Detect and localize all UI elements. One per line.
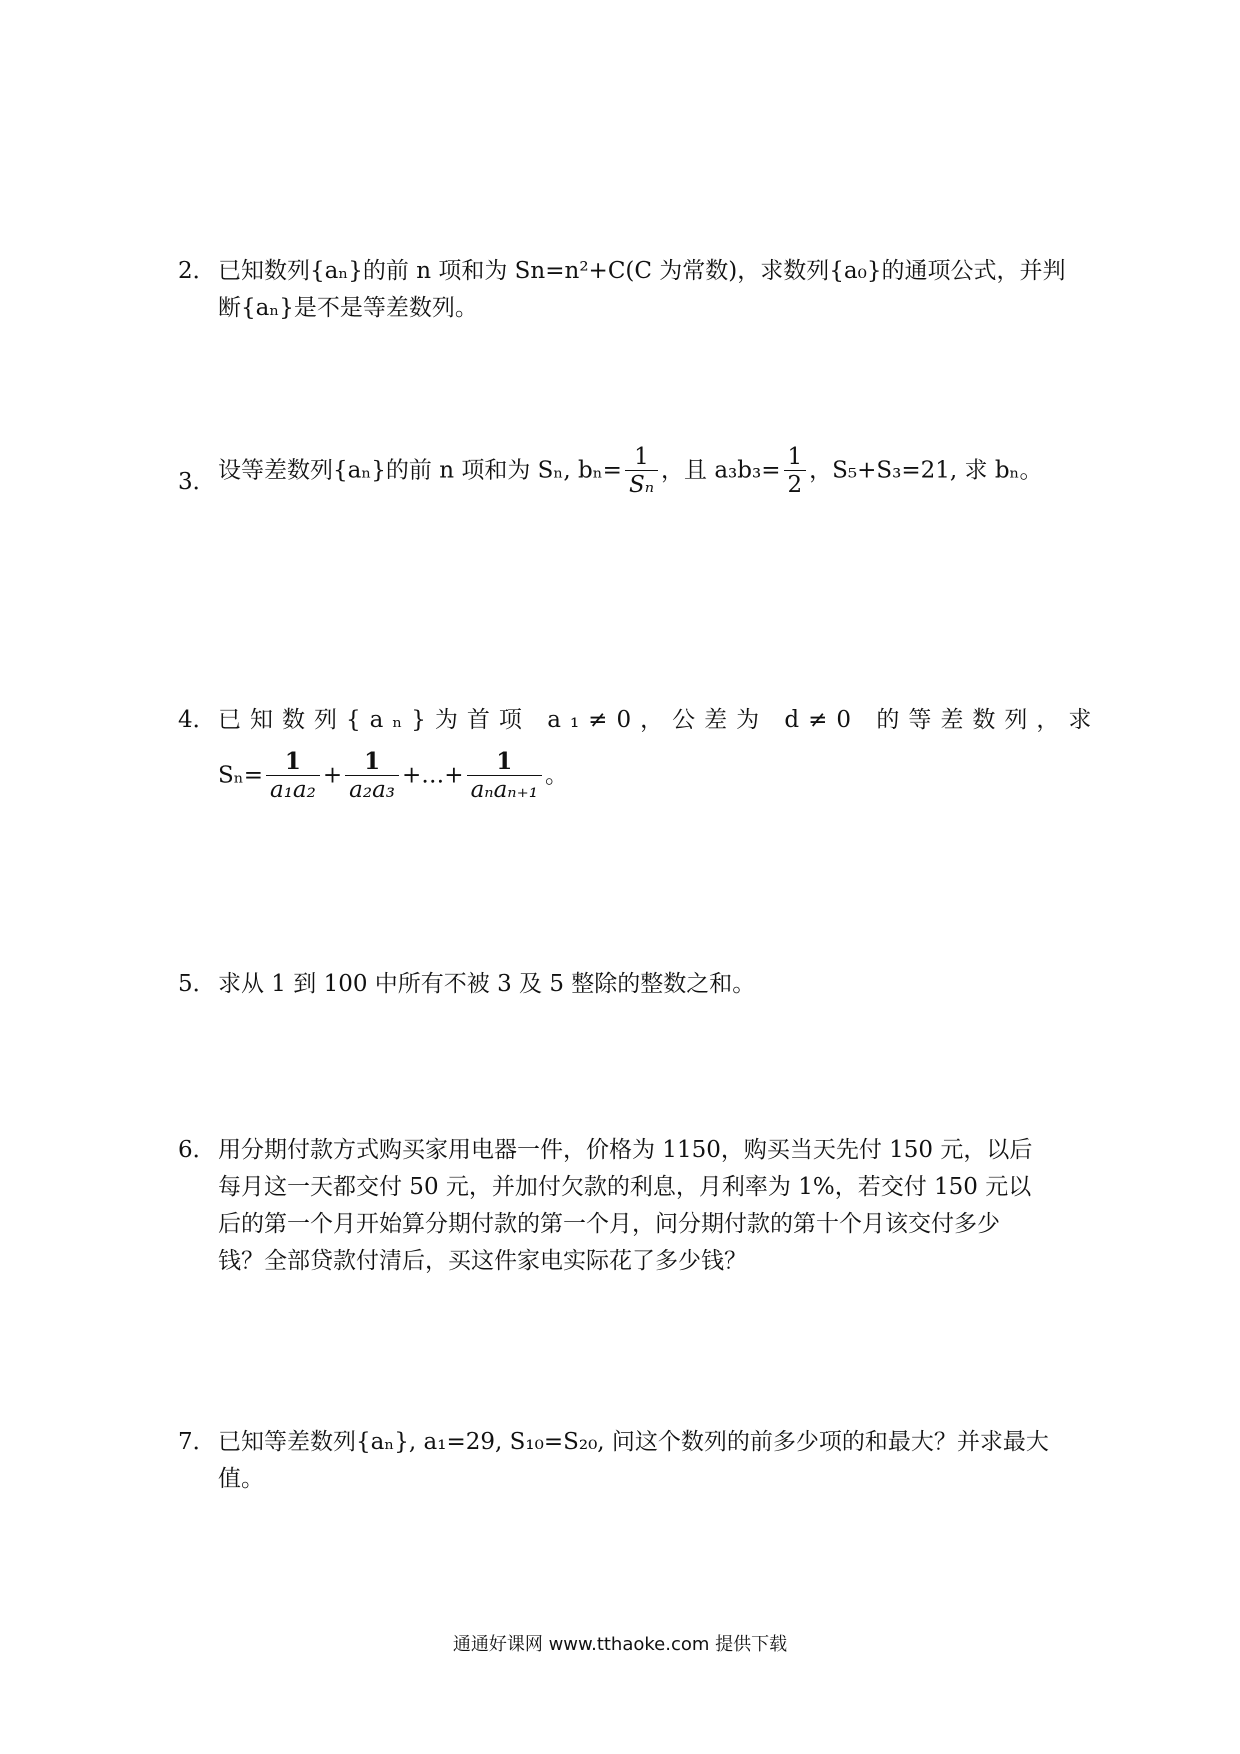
problem-text: 已知数列{aₙ}的前 n 项和为 Sn=n²+C(C 为常数)，求数列{a₀}的通项公式，并判 — [218, 258, 1066, 284]
problem-4 — [178, 702, 1101, 804]
fraction — [345, 749, 399, 804]
problem-text: ，且 a₃b₃= — [661, 457, 781, 484]
fraction — [625, 444, 658, 499]
fraction-denominator: Sₙ — [625, 470, 658, 499]
fraction-numerator: 1 — [634, 444, 649, 470]
fraction-denominator: a₂a₃ — [345, 775, 399, 804]
footer-credit: 通通好课网 www.tthaoke.com 提供下载 — [452, 1634, 788, 1655]
period: 。 — [545, 762, 568, 789]
problem-number: 6． — [178, 1137, 216, 1163]
problem-3 — [178, 444, 1072, 499]
problem-text: 断{aₙ}是不是等差数列。 — [218, 295, 478, 321]
problem-number: 3． — [178, 469, 216, 495]
problem-text: 每月这一天都交付 50 元，并加付欠款的利息，月利率为 1%，若交付 150 元以 — [218, 1174, 1032, 1200]
problem-text: 钱？全部贷款付清后，买这件家电实际花了多少钱？ — [218, 1248, 747, 1274]
formula — [218, 749, 1072, 804]
problem-text: 已知数列{aₙ}为首项 a₁≠0，公差为 d≠0 的等差数列，求 — [218, 707, 1101, 733]
fraction-numerator: 1 — [364, 748, 381, 775]
problem-text: 后的第一个月开始算分期付款的第一个月，问分期付款的第十个月该交付多少 — [218, 1211, 1000, 1237]
problem-text: 值。 — [218, 1466, 264, 1492]
fraction-denominator: aₙaₙ₊₁ — [467, 775, 542, 804]
problem-text: 设等差数列{aₙ}的前 n 项和为 Sₙ, bₙ= — [218, 457, 622, 484]
fraction-numerator: 1 — [284, 748, 301, 775]
problem-text: 已知等差数列{aₙ}, a₁=29, S₁₀=S₂₀, 问这个数列的前多少项的和最大？并求最大 — [218, 1429, 1049, 1455]
formula-lhs: Sₙ= — [218, 762, 263, 789]
problem-number: 2． — [178, 258, 216, 284]
fraction — [266, 749, 320, 804]
problem-2 — [178, 253, 1072, 327]
fraction-denominator: a₁a₂ — [266, 775, 320, 804]
ellipsis-sum: +…+ — [402, 762, 464, 789]
problem-text: 用分期付款方式购买家用电器一件，价格为 1150，购买当天先付 150 元，以后 — [218, 1137, 1033, 1163]
fraction — [467, 749, 542, 804]
fraction-numerator: 1 — [496, 748, 513, 775]
problem-text: 求从 1 到 100 中所有不被 3 及 5 整除的整数之和。 — [218, 971, 756, 997]
problem-text: ，S₅+S₃=21, 求 bₙ。 — [809, 457, 1043, 484]
problem-number: 4． — [178, 707, 216, 733]
problem-7 — [178, 1424, 1072, 1498]
fraction-denominator: 2 — [784, 470, 807, 499]
fraction — [784, 444, 807, 499]
problem-number: 7． — [178, 1429, 216, 1455]
fraction-numerator: 1 — [787, 444, 803, 470]
problem-5 — [178, 966, 1072, 1003]
problem-number: 5． — [178, 971, 216, 997]
problem-6 — [178, 1132, 1072, 1280]
plus-sign: + — [322, 762, 343, 789]
